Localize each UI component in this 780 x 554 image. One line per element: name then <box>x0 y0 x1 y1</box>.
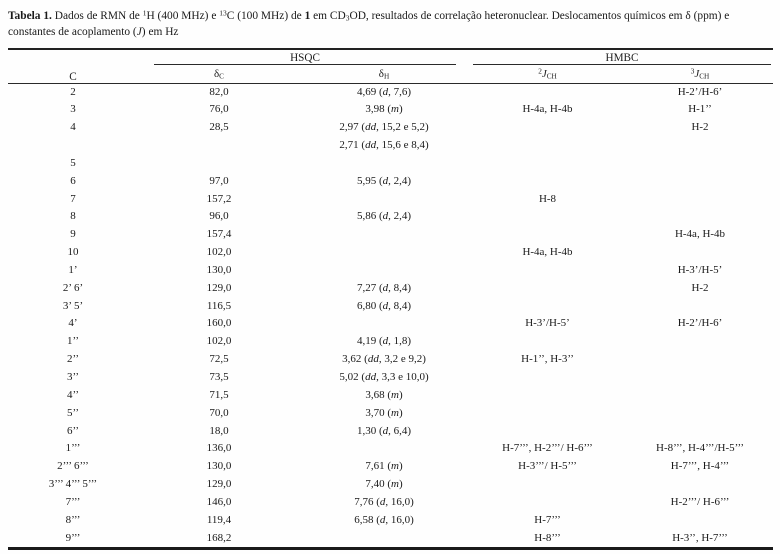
table-row <box>8 494 773 512</box>
cell-carbon: 8’’’ <box>65 513 81 526</box>
cell-2jch <box>468 494 627 512</box>
cell-delta-c: 82,0 <box>209 85 229 98</box>
cell-carbon: 4’ <box>68 317 78 330</box>
cell-carbon: 7’’’ <box>65 495 81 508</box>
cell-3jch <box>627 387 773 405</box>
cell-2jch <box>468 226 627 244</box>
cell-2jch <box>468 173 627 191</box>
cell-delta-c: 119,4 <box>206 513 232 526</box>
cell-delta-h <box>300 155 468 173</box>
cell-delta-h <box>300 315 468 333</box>
cell-delta-c: 130,0 <box>206 263 232 276</box>
cell-delta-c: 102,0 <box>206 246 232 259</box>
cell-delta-h <box>300 440 468 458</box>
cell-3jch: H-4a, H-4b <box>674 228 726 241</box>
cell-delta-h: 3,98 (m) <box>365 103 403 116</box>
cell-delta-c: 28,5 <box>209 121 229 134</box>
cell-3jch <box>627 369 773 387</box>
table-row <box>8 333 773 351</box>
cell-2jch <box>468 280 627 298</box>
cell-3jch <box>627 173 773 191</box>
cell-3jch: H-7’’’, H-4’’’ <box>670 460 730 473</box>
cell-carbon: 5’’ <box>66 406 79 419</box>
cell-delta-c: 129,0 <box>206 478 232 491</box>
column-group-hmbc <box>468 49 773 65</box>
cell-delta-h: 1,30 (d, 6,4) <box>356 424 412 437</box>
column-header-delta-c: $\delta_C$ <box>138 65 300 83</box>
cell-delta-h: 6,58 (d, 16,0) <box>354 513 414 526</box>
cell-delta-h: 3,70 (m) <box>365 406 403 419</box>
cell-2jch: H-8 <box>538 192 557 205</box>
cell-3jch <box>627 476 773 494</box>
cell-delta-c: 160,0 <box>206 317 232 330</box>
hsqc-group-label: HSQC <box>154 52 456 65</box>
column-group-row <box>8 49 773 65</box>
cell-2jch: H-3’/H-5’ <box>525 317 570 330</box>
table-row <box>8 298 773 316</box>
cell-2jch: H-8’’’ <box>534 531 561 544</box>
cell-3jch <box>627 244 773 262</box>
cell-2jch <box>468 369 627 387</box>
cell-delta-c: 136,0 <box>206 442 232 455</box>
cell-2jch: H-4a, H-4b <box>522 103 573 116</box>
cell-2jch <box>468 387 627 405</box>
cell-delta-h: 5,02 (dd, 3,3 e 10,0) <box>339 371 429 383</box>
table-row <box>8 351 773 369</box>
cell-delta-h: 7,61 (m) <box>365 460 403 473</box>
cell-carbon: 1’’ <box>66 335 79 348</box>
cell-delta-c: 73,5 <box>209 371 229 383</box>
table-row <box>8 208 773 226</box>
cell-delta-c: 18,0 <box>209 424 229 437</box>
table-row <box>8 173 773 191</box>
caption-line-2: constantes de acoplamento (J) em Hz <box>8 26 179 38</box>
cell-delta-c: 130,0 <box>206 460 232 473</box>
cell-delta-h <box>300 226 468 244</box>
cell-3jch: H-2’/H-6’ <box>677 85 723 98</box>
cell-3jch <box>627 298 773 316</box>
cell-carbon: 8 <box>70 210 76 223</box>
column-header-carbon: C <box>8 49 138 83</box>
cell-delta-c: 116,5 <box>206 299 232 312</box>
cell-2jch <box>468 208 627 226</box>
cell-delta-c: 157,4 <box>206 228 232 241</box>
cell-2jch <box>468 423 627 441</box>
table-row <box>8 476 773 494</box>
cell-delta-c: 102,0 <box>206 335 232 348</box>
cell-carbon: 3’’’ 4’’’ 5’’’ <box>48 478 98 491</box>
cell-carbon: 3 <box>70 103 76 116</box>
cell-delta-h: 3,68 (m) <box>365 388 403 401</box>
cell-carbon: 3’’ <box>66 371 79 383</box>
cell-delta-c: 96,0 <box>209 210 229 223</box>
cell-delta-h <box>300 244 468 262</box>
cell-2jch <box>468 333 627 351</box>
cell-delta-c: 129,0 <box>206 281 232 294</box>
cell-2jch <box>468 298 627 316</box>
cell-carbon: 1’’’ <box>65 442 81 455</box>
table-row <box>8 315 773 333</box>
cell-carbon: 9 <box>70 228 76 241</box>
cell-carbon: 6’’ <box>66 424 79 437</box>
caption-line-1: Tabela 1. Dados de RMN de $^1$H (400 MHz) e $^{13}$C (100 MHz) de 1 em $CD_3OD$, resultados de correlação heteronuclear. Deslocamentos químicos em δ (ppm) e <box>8 8 730 23</box>
cell-carbon: 1’ <box>68 263 78 276</box>
cell-3jch <box>627 512 773 530</box>
table-row <box>8 387 773 405</box>
table-row <box>8 101 773 119</box>
cell-delta-h: 5,86 (d, 2,4) <box>356 210 412 223</box>
cell-delta-h: 5,95 (d, 2,4) <box>356 174 412 187</box>
table-row <box>8 280 773 298</box>
table-body <box>8 83 773 549</box>
cell-2jch <box>468 262 627 280</box>
cell-delta-h: 6,80 (d, 8,4) <box>356 299 412 312</box>
table-row <box>8 512 773 530</box>
cell-delta-c <box>138 155 300 173</box>
table-row <box>8 262 773 280</box>
cell-3jch <box>627 155 773 173</box>
cell-delta-h: 7,76 (d, 16,0) <box>354 495 414 508</box>
cell-2jch: H-1’’, H-3’’ <box>521 353 574 366</box>
column-group-hsqc <box>138 49 468 65</box>
cell-3jch <box>627 405 773 423</box>
cell-carbon: 9’’’ <box>65 531 81 544</box>
cell-2jch <box>468 119 627 155</box>
table-row <box>8 458 773 476</box>
cell-delta-h: 4,19 (d, 1,8) <box>356 335 412 348</box>
column-header-3jch: $^3J_{CH}$ <box>627 65 773 83</box>
cell-delta-c: 76,0 <box>209 103 229 116</box>
cell-2jch: H-3’’’/ H-5’’’ <box>518 460 577 473</box>
cell-delta-c: 70,0 <box>209 406 229 419</box>
table-row <box>8 226 773 244</box>
column-header-delta-h: $\delta_H$ <box>300 65 468 83</box>
hmbc-group-label: HMBC <box>473 52 771 65</box>
cell-3jch: H-3’’, H-7’’’ <box>672 531 728 544</box>
cell-delta-c: 72,5 <box>209 353 229 366</box>
table-row <box>8 244 773 262</box>
cell-delta-h: 4,69 (d, 7,6) <box>356 85 412 98</box>
cell-3jch: H-3’/H-5’ <box>677 263 723 276</box>
table-row <box>8 369 773 387</box>
cell-2jch <box>468 405 627 423</box>
cell-delta-h: 7,40 (m) <box>365 478 403 491</box>
table-row <box>8 405 773 423</box>
cell-2jch <box>468 155 627 173</box>
cell-carbon: 4’’ <box>66 388 79 401</box>
cell-3jch: H-8’’’, H-4’’’/H-5’’’ <box>656 442 744 455</box>
cell-3jch <box>627 333 773 351</box>
cell-3jch: H-2 <box>691 281 709 294</box>
cell-carbon: 2’’’ 6’’’ <box>57 460 89 473</box>
table-row <box>8 530 773 549</box>
cell-carbon: 7 <box>70 192 76 205</box>
cell-3jch <box>627 191 773 209</box>
table-row <box>8 440 773 458</box>
cell-carbon: 10 <box>67 246 79 259</box>
cell-delta-h: 7,27 (d, 8,4) <box>356 281 412 294</box>
cell-delta-h <box>300 262 468 280</box>
cell-3jch <box>627 208 773 226</box>
table-row <box>8 191 773 209</box>
cell-3jch: H-2 <box>691 121 709 134</box>
cell-3jch: H-2’/H-6’ <box>677 317 723 330</box>
cell-delta-h <box>300 530 468 549</box>
column-header-2jch: $^2J_{CH}$ <box>468 65 627 83</box>
nmr-data-table <box>8 48 773 550</box>
cell-delta-h: 2,97 (dd, 15,2 e 5,2) 2,71 (dd, 15,6 e 8,4) <box>339 121 429 152</box>
cell-delta-c: 97,0 <box>209 174 229 187</box>
table-caption <box>8 8 773 40</box>
cell-carbon: 4 <box>70 121 76 134</box>
cell-2jch <box>468 83 627 101</box>
table-row <box>8 119 773 155</box>
table-row <box>8 83 773 101</box>
cell-carbon: 6 <box>70 174 76 187</box>
cell-delta-c: 71,5 <box>209 388 229 401</box>
cell-2jch: H-7’’’, H-2’’’/ H-6’’’ <box>502 442 593 455</box>
cell-delta-h: 3,62 (dd, 3,2 e 9,2) <box>342 353 426 366</box>
cell-carbon: 2 <box>70 85 76 98</box>
cell-delta-c: 157,2 <box>206 192 232 205</box>
cell-3jch <box>627 423 773 441</box>
cell-2jch <box>468 476 627 494</box>
cell-carbon: 2’ 6’ <box>62 281 84 294</box>
cell-2jch: H-4a, H-4b <box>522 246 573 259</box>
cell-carbon: 3’ 5’ <box>62 299 84 312</box>
cell-3jch <box>627 351 773 369</box>
cell-2jch: H-7’’’ <box>534 513 561 526</box>
cell-carbon: 2’’ <box>66 353 79 366</box>
cell-delta-c: 168,2 <box>206 531 232 544</box>
cell-3jch: H-1’’ <box>688 103 712 116</box>
table-row <box>8 155 773 173</box>
table-row <box>8 423 773 441</box>
cell-3jch: H-2’’’/ H-6’’’ <box>670 495 730 508</box>
cell-delta-h <box>300 191 468 209</box>
cell-delta-c: 146,0 <box>206 495 232 508</box>
cell-carbon: 5 <box>70 156 76 169</box>
